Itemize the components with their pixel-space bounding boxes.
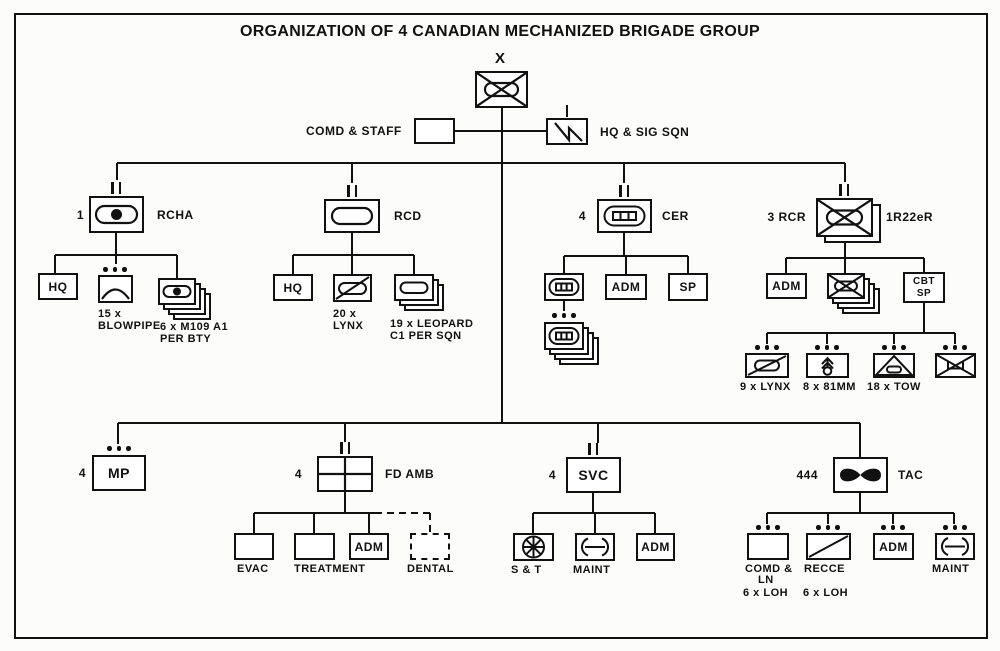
mp-number: 4: [78, 466, 86, 480]
tac-recce-dots: [816, 525, 840, 530]
unit-box-rcha-hq: [38, 273, 78, 300]
blowpipe-label-1: 15 x: [98, 308, 122, 320]
comd-ln-label-3: 6 x LOH: [743, 587, 789, 599]
maintenance-icon: [577, 535, 613, 559]
armoured-engineer-icon: [546, 275, 582, 299]
unit-box-lynx-recce-sqn: [333, 274, 372, 302]
blowpipe-size-dots: [103, 267, 127, 272]
svc-maint-label: MAINT: [573, 564, 611, 576]
cer-size-ticks: [619, 185, 629, 197]
cer-adm-text: ADM: [611, 280, 641, 294]
unit-box-dental: [410, 533, 450, 560]
mortar-pl-dots: [815, 345, 839, 350]
unit-box-cer-adm: [605, 274, 647, 300]
supply-transport-wheel-icon: [515, 535, 552, 559]
unit-box-engineer-sqn: [544, 273, 584, 301]
comd-staff-label: COMD & STAFF: [306, 124, 402, 138]
mp-text: MP: [108, 465, 130, 481]
blowpipe-label-2: BLOWPIPE: [98, 320, 161, 332]
unit-box-mortar-pl: [806, 353, 849, 378]
mg-pl-dots: [943, 345, 967, 350]
signals-icon: [548, 120, 586, 143]
tac-recce-loh-label: 6 x LOH: [803, 587, 849, 599]
rcd-size-ticks: [347, 185, 357, 197]
anti-tank-icon: [875, 355, 913, 376]
unit-box-s-and-t: [513, 533, 554, 561]
unit-box-treatment: [294, 533, 335, 560]
unit-box-tac: [833, 457, 888, 493]
unit-box-svc: [566, 457, 621, 493]
fdamb-adm-text: ADM: [354, 539, 384, 554]
infantry-mg-icon: [937, 355, 974, 376]
unit-box-m109-battery: [158, 278, 196, 305]
unit-box-blowpipe: [98, 275, 133, 303]
mp-size-dots: [107, 446, 131, 451]
mech-infantry-icon: [829, 275, 863, 297]
tac-adm-dots: [881, 525, 905, 530]
leopard-label-2: C1 PER SQN: [390, 330, 462, 342]
rcr-adm-text: ADM: [772, 279, 801, 293]
armour-icon: [396, 276, 432, 299]
maintenance-icon: [937, 535, 973, 558]
recce-pl-dots: [755, 345, 779, 350]
unit-box-recce-pl: [745, 353, 789, 378]
cer-name: CER: [662, 209, 689, 223]
unit-box-leopard-sqn: [394, 274, 434, 301]
armoured-engineer-icon: [599, 201, 650, 231]
mech-brigade-icon: [477, 73, 526, 106]
m109-label-2: PER BTY: [160, 333, 212, 345]
unit-box-rcha: [89, 196, 144, 233]
hq-sig-sqn-label: HQ & SIG SQN: [600, 125, 690, 139]
rcha-hq-text: HQ: [48, 279, 68, 294]
tac-name: TAC: [898, 468, 924, 482]
lynx-label-2: LYNX: [333, 320, 364, 332]
s-and-t-label: S & T: [511, 564, 542, 576]
unit-box-rcd: [324, 199, 380, 233]
lynx-label-1: 20 x: [333, 308, 357, 320]
unit-box-mg-pl: [935, 353, 976, 378]
recce-slash-icon: [808, 535, 849, 558]
rcha-size-ticks: [111, 182, 121, 194]
tow-pl-dots: [882, 345, 906, 350]
armoured-engineer-icon: [546, 324, 582, 348]
recce-pl-label: 9 x LYNX: [740, 381, 791, 393]
fdamb-number: 4: [294, 467, 302, 481]
dental-label: DENTAL: [407, 563, 454, 575]
unit-box-tac-recce: [806, 533, 851, 560]
unit-box-fdamb-adm: [349, 533, 389, 560]
armoured-recce-icon: [335, 276, 370, 300]
aviation-rotary-icon: [835, 459, 886, 491]
unit-box-rcd-hq: [273, 274, 313, 301]
unit-box-tow-pl: [873, 353, 915, 378]
rcd-name: RCD: [394, 209, 422, 223]
svc-size-ticks: [588, 443, 598, 455]
sp-artillery-icon: [160, 280, 194, 303]
unit-box-cer: [597, 199, 652, 233]
svc-adm-text: ADM: [641, 540, 670, 554]
rcr-size-ticks: [839, 184, 849, 196]
unit-box-rcr: [816, 198, 873, 237]
svc-number: 4: [548, 468, 556, 482]
air-defence-icon: [100, 277, 131, 301]
unit-box-mp: [92, 455, 146, 491]
unit-box-rcr-adm: [766, 273, 807, 299]
svc-text: SVC: [578, 467, 609, 483]
tow-pl-label: 18 x TOW: [867, 381, 921, 393]
tac-adm-text: ADM: [879, 539, 908, 554]
unit-box-cbt-sp: [903, 272, 945, 303]
brigade-size-mark: X: [495, 50, 506, 67]
armour-icon: [326, 201, 378, 231]
unit-box-engineer-troops: [544, 322, 584, 350]
fdamb-size-ticks: [340, 442, 350, 454]
unit-box-evac: [234, 533, 274, 560]
rcd-hq-text: HQ: [283, 280, 303, 295]
tac-recce-label: RECCE: [804, 563, 846, 575]
mortar-pl-label: 8 x 81MM: [803, 381, 856, 393]
unit-box-comd-staff: [414, 118, 455, 144]
unit-box-tac-maint: [935, 533, 975, 560]
unit-box-cer-sp: [668, 273, 708, 301]
unit-box-rifle-coys: [827, 273, 865, 299]
unit-box-svc-adm: [636, 533, 675, 561]
m109-label-1: 6 x M109 A1: [160, 321, 229, 333]
sp-artillery-icon: [91, 198, 142, 231]
tac-number: 444: [796, 468, 818, 482]
rcha-number: 1: [76, 208, 84, 222]
leopard-label-1: 19 x LEOPARD: [390, 318, 474, 330]
cer-number: 4: [578, 209, 586, 223]
engineer-troop-dots: [552, 313, 576, 318]
treatment-label: TREATMENT: [294, 563, 366, 575]
cbt-sp-line2: SP: [916, 287, 932, 299]
evac-label: EVAC: [237, 563, 269, 575]
mortar-icon: [808, 355, 847, 376]
tac-maint-label: MAINT: [932, 563, 970, 575]
fdamb-name: FD AMB: [385, 467, 435, 481]
mech-infantry-icon: [818, 200, 871, 235]
unit-box-fd-amb: [317, 456, 373, 492]
comd-ln-dots: [756, 525, 780, 530]
cer-sp-text: SP: [679, 280, 697, 294]
tac-maint-dots: [943, 525, 967, 530]
comd-ln-label-2: LN: [758, 574, 774, 586]
unit-box-svc-maint: [575, 533, 615, 561]
unit-box-tac-adm: [873, 533, 914, 560]
rcha-name: RCHA: [157, 208, 194, 222]
cbt-sp-line1: CBT: [912, 276, 936, 287]
unit-box-hq-sig-sqn: [546, 118, 588, 145]
chart-title: ORGANIZATION OF 4 CANADIAN MECHANIZED BRIGADE GROUP: [240, 23, 760, 40]
unit-box-brigade-hq: [475, 71, 528, 108]
r22er-name: 1R22eR: [886, 210, 934, 224]
comd-ln-label-1: COMD &: [745, 563, 793, 575]
medical-cross-icon: [319, 458, 371, 490]
unit-box-comd-ln: [747, 533, 789, 560]
armoured-recce-icon: [747, 355, 787, 376]
rcr-number: 3 RCR: [767, 210, 806, 224]
